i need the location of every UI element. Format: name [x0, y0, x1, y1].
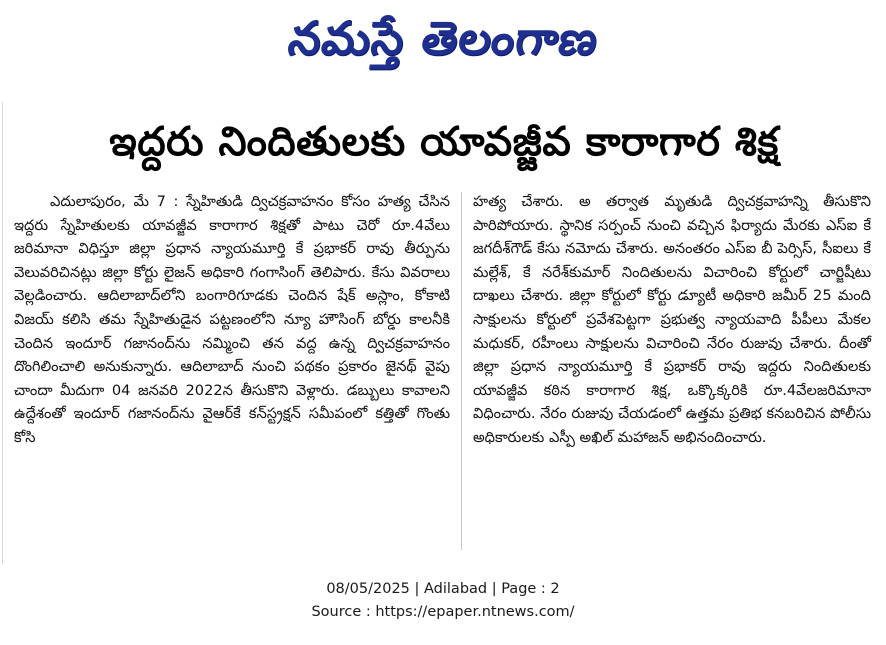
article-body-left: ఎదులాపురం, మే 7 : స్నేహితుడి ద్విచక్రవాహనం కోసం హత్య చేసిన ఇద్దరు స్నేహితులకు యావజ్జీవ కారాగార శిక్షతో పాటు చెరో రూ.4వేలు జరిమానా విధిస్తూ జిల్లా ప్రధాన న్యాయమూర్తి కే ప్రభాకర్ రావు తీర్పును వెలువరిచినట్లు జిల్లా కోర్టు లైజన్ అధికారి గంగాసింగ్ తెలిపారు. కేసు వివరాలు వెల్లడించారు. ఆదిలాబాద్‌లోని బంగారిగూడకు చెందిన షేక్ అస్లాం, కోకాటి విజయ్ కలిసి తమ స్నేహితుడైన పట్టణంలోని న్యూ హౌసింగ్ బోర్డు కాలనీకి చెందిన ఇందూర్ గజానంద్‌ను నమ్మించి తన వద్ద ఉన్న ద్విచక్రవాహనం దొంగిలించాలి అనుకున్నారు. ఆదిలాబాద్ నుంచి పథకం ప్రకారం జైనథ్ వైపు చాందా మీదుగా 04 జనవరి 2022న తీసుకొని వెళ్లారు. డబ్బులు కావాలని ఉద్దేశంతో ఇందూర్ గజానంద్‌ను వైఆర్‌కే కన్‌స్ట్రక్షన్ సమీపంలో కత్తితో గొంతు కోసి — [14, 193, 450, 446]
source-link[interactable]: Source : https://epaper.ntnews.com/ — [311, 604, 575, 620]
masthead-logo-text: నమస్తే తెలంగాణ — [285, 11, 603, 65]
article-column-right — [473, 190, 871, 450]
source-footer — [0, 578, 886, 624]
newspaper-masthead — [0, 0, 886, 88]
column-divider — [461, 192, 462, 550]
article-headline: ఇద్దరు నిందితులకు యావజ్జీవ కారాగార శిక్ష — [109, 119, 779, 165]
article-column-left — [14, 190, 450, 450]
article-body-right: హత్య చేశారు. అ తర్వాత మృతుడి ద్విచక్రవాహన్ని తీసుకొని పారిపోయారు. స్థానిక సర్పంచ్ నుంచి వచ్చిన ఫిర్యాదు మేరకు ఎస్ఐ కే జగదీశ్‌గౌడ్ కేసు నమోదు చేశారు. అనంతరం ఎస్ఐ బీ పెర్సిస్, సీఐలు కే మల్లేశ్, కే నరేశ్‌కుమార్ నిందితులను విచారించి కోర్టులో చార్జిషీటు దాఖలు చేశారు. జిల్లా కోర్టులో కోర్టు డ్యూటీ అధికారి జమీర్ 25 మంది సాక్షులను కోర్టులో ప్రవేశపెట్టగా ప్రభుత్వ న్యాయవాది పీపీలు మేకల మధుకర్, రహీంలు సాక్షులను విచారించి నేరం రుజువు చేశారు. దీంతో జిల్లా ప్రధాన న్యాయమూర్తి కే ప్రభాకర్ రావు ఇద్దరు నిందితులకు యావజ్జీవ కఠిన కారాగార శిక్ష, ఒక్కొక్కరికి రూ.4వేలజరిమానా విధించారు. నేరం రుజువు చేయడంలో ఉత్తమ ప్రతిభ కనబరిచిన పోలీసు అధికారులకు ఎస్పీ అఖిల్ మహాజన్ అభినందించారు. — [473, 193, 871, 446]
edition-info: 08/05/2025 | Adilabad | Page : 2 — [326, 581, 560, 597]
